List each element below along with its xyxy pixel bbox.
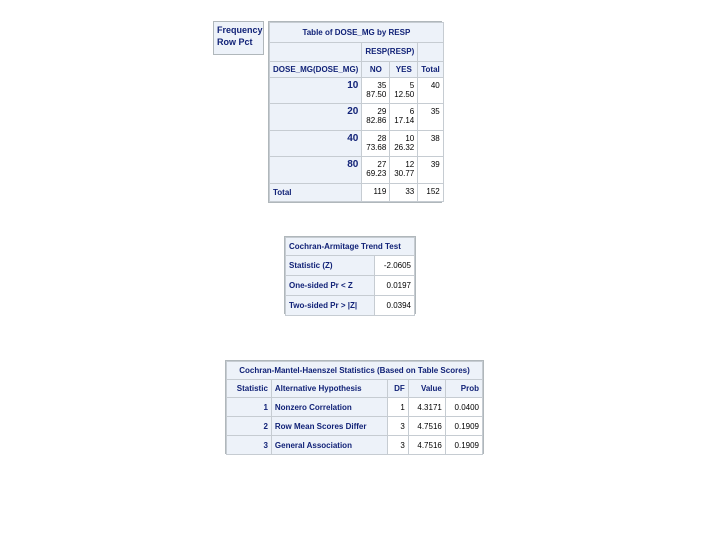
total-label: Total [270,183,362,201]
alt-hypothesis: Nonzero Correlation [271,398,387,417]
cmh-title: Cochran-Mantel-Haenszel Statistics (Based on Table Scores) [227,362,483,380]
cell-no: 29 82.86 [362,104,390,130]
df-value: 3 [388,436,409,455]
total-row [270,183,444,201]
crosstab-title: Table of DOSE_MG by RESP [270,23,444,43]
col-header-total: Total [418,61,444,77]
prob-value: 0.1909 [445,436,482,455]
statistic-number: 3 [227,436,272,455]
stat-value: 4.7516 [408,436,445,455]
cell-yes: 10 26.32 [390,130,418,156]
cochran-armitage-title: Cochran-Armitage Trend Test [286,238,415,256]
col-header-yes: YES [390,61,418,77]
row-label: 10 [270,77,362,103]
row-label: 20 [270,104,362,130]
alt-hypothesis: Row Mean Scores Differ [271,417,387,436]
col-header-value: Value [408,380,445,398]
cmh-statistics-table [225,360,484,454]
frequency-legend [213,21,264,55]
cell-yes: 12 30.77 [390,157,418,183]
stat-label: One-sided Pr < Z [286,276,375,296]
stat-value: -2.0605 [374,256,414,276]
crosstab-table [268,21,442,203]
col-header-prob: Prob [445,380,482,398]
total-yes: 33 [390,183,418,201]
table-row [227,436,483,455]
table-row [270,130,444,156]
table-row [227,417,483,436]
table-row [286,276,415,296]
stat-value: 0.0394 [374,296,414,316]
cell-total: 39 [418,157,444,183]
total-no: 119 [362,183,390,201]
row-variable-header: DOSE_MG(DOSE_MG) [270,61,362,77]
table-row [286,296,415,316]
cell-yes: 6 17.14 [390,104,418,130]
col-header-no: NO [362,61,390,77]
prob-value: 0.1909 [445,417,482,436]
column-variable-header: RESP(RESP) [362,43,418,61]
prob-value: 0.0400 [445,398,482,417]
cell-no: 28 73.68 [362,130,390,156]
stat-value: 4.7516 [408,417,445,436]
statistic-number: 2 [227,417,272,436]
total-all: 152 [418,183,444,201]
cell-total: 35 [418,104,444,130]
legend-frequency: Frequency [217,25,263,35]
cell-yes: 5 12.50 [390,77,418,103]
table-row [227,398,483,417]
row-label: 40 [270,130,362,156]
cochran-armitage-table [284,236,416,314]
statistic-number: 1 [227,398,272,417]
legend-row-pct: Row Pct [217,37,253,47]
row-label: 80 [270,157,362,183]
df-value: 3 [388,417,409,436]
col-header-statistic: Statistic [227,380,272,398]
table-row [270,157,444,183]
df-value: 1 [388,398,409,417]
col-header-df: DF [388,380,409,398]
table-row [286,256,415,276]
stat-label: Two-sided Pr > |Z| [286,296,375,316]
cell-total: 38 [418,130,444,156]
table-row [270,77,444,103]
cell-no: 27 69.23 [362,157,390,183]
table-row [270,104,444,130]
alt-hypothesis: General Association [271,436,387,455]
stat-value: 4.3171 [408,398,445,417]
cell-total: 40 [418,77,444,103]
stat-value: 0.0197 [374,276,414,296]
cell-no: 35 87.50 [362,77,390,103]
stat-label: Statistic (Z) [286,256,375,276]
col-header-alt-hypothesis: Alternative Hypothesis [271,380,387,398]
